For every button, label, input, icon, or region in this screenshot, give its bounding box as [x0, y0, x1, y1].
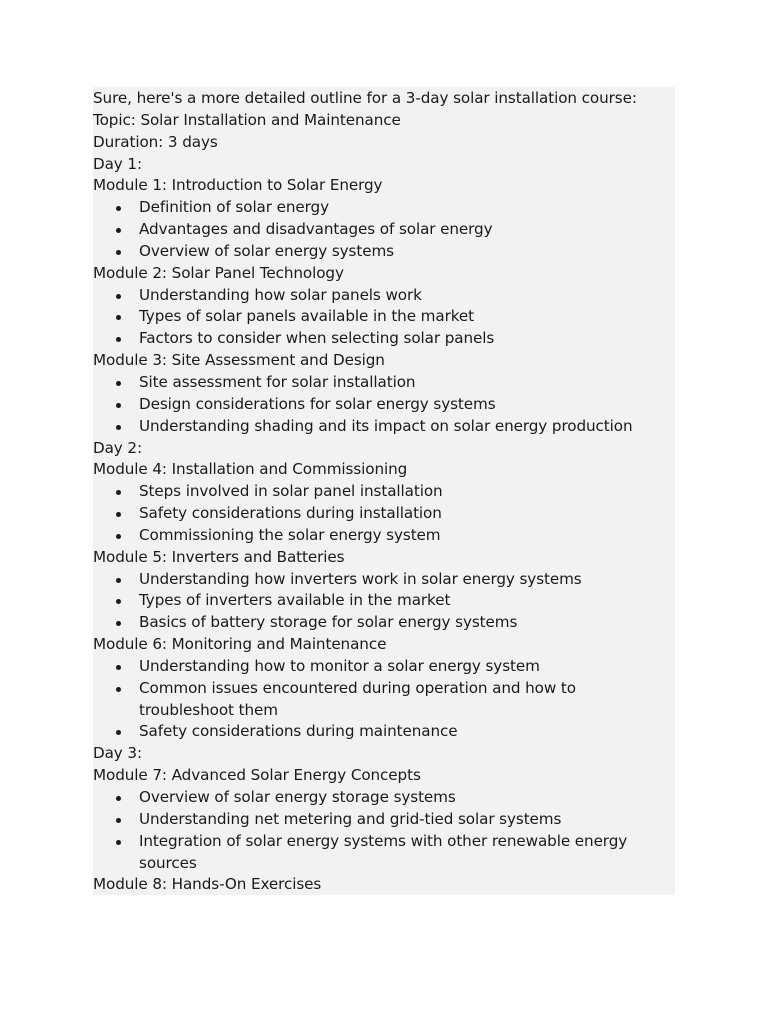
list-item-text: Definition of solar energy — [139, 198, 329, 217]
module-heading: Module 7: Advanced Solar Energy Concepts — [93, 766, 421, 785]
list-item — [93, 656, 675, 678]
module-heading: Module 5: Inverters and Batteries — [93, 547, 345, 566]
list-item — [93, 416, 675, 438]
list-item-text: Safety considerations during maintenance — [139, 722, 458, 741]
list-item — [93, 612, 675, 634]
bullet-icon — [116, 294, 121, 299]
list-item — [93, 219, 675, 241]
list-item — [93, 394, 675, 416]
list-item-text: Understanding how to monitor a solar energy system — [139, 656, 540, 675]
module-topic-list — [93, 481, 675, 547]
bullet-icon — [116, 490, 121, 495]
bullet-icon — [116, 512, 121, 517]
list-item — [93, 285, 675, 307]
list-item — [93, 831, 675, 875]
module-heading: Module 2: Solar Panel Technology — [93, 263, 344, 282]
list-item-text: Common issues encountered during operation and how to troubleshoot them — [139, 678, 576, 719]
list-item-text: Types of inverters available in the market — [139, 591, 451, 610]
module-topic-list — [93, 569, 675, 635]
list-item-text: Commissioning the solar energy system — [139, 525, 441, 544]
day-heading: Day 1: — [93, 154, 142, 173]
list-item — [93, 328, 675, 350]
list-item-text: Understanding net metering and grid-tied solar systems — [139, 809, 562, 828]
topic-text: Topic: Solar Installation and Maintenance — [93, 110, 401, 129]
bullet-icon — [116, 381, 121, 386]
duration-text: Duration: 3 days — [93, 132, 218, 151]
day-heading: Day 2: — [93, 438, 142, 457]
list-item-text: Design considerations for solar energy systems — [139, 394, 496, 413]
list-item — [93, 503, 675, 525]
day-heading: Day 3: — [93, 744, 142, 763]
list-item — [93, 197, 675, 219]
bullet-icon — [116, 250, 121, 255]
bullet-icon — [116, 206, 121, 211]
bullet-icon — [116, 403, 121, 408]
module-heading: Module 4: Installation and Commissioning — [93, 460, 408, 479]
module-heading: Module 6: Monitoring and Maintenance — [93, 635, 387, 654]
list-item — [93, 787, 675, 809]
days-container — [93, 154, 675, 897]
list-item-text: Advantages and disadvantages of solar energy — [139, 220, 493, 239]
bullet-icon — [116, 599, 121, 604]
list-item-text: Steps involved in solar panel installation — [139, 482, 443, 501]
list-item — [93, 481, 675, 503]
bullet-icon — [116, 228, 121, 233]
list-item — [93, 590, 675, 612]
bullet-icon — [116, 315, 121, 320]
intro-text: Sure, here's a more detailed outline for a 3-day solar installation course: — [93, 89, 637, 107]
list-item — [93, 678, 675, 722]
bullet-icon — [116, 425, 121, 430]
module-topic-list — [93, 372, 675, 438]
list-item — [93, 809, 675, 831]
list-item-text: Overview of solar energy storage systems — [139, 788, 456, 806]
list-item-text: Integration of solar energy systems with other renewable energy sources — [139, 831, 628, 872]
module-heading: Module 8: Hands-On Exercises — [93, 875, 322, 894]
list-item — [93, 569, 675, 591]
list-item-text: Understanding how solar panels work — [139, 285, 422, 304]
bullet-icon — [116, 840, 121, 845]
bullet-icon — [116, 337, 121, 342]
list-item — [93, 306, 675, 328]
list-item-text: Understanding shading and its impact on solar energy production — [139, 416, 633, 435]
list-item-text: Factors to consider when selecting solar panels — [139, 329, 495, 348]
bullet-icon — [116, 818, 121, 823]
list-item-text: Types of solar panels available in the market — [139, 307, 474, 326]
document-body — [93, 88, 675, 896]
module-heading: Module 3: Site Assessment and Design — [93, 351, 385, 370]
list-item-text: Overview of solar energy systems — [139, 241, 394, 260]
module-topic-list — [93, 197, 675, 263]
bullet-icon — [116, 621, 121, 626]
list-item-text: Site assessment for solar installation — [139, 372, 416, 391]
bullet-icon — [116, 665, 121, 670]
bullet-icon — [116, 578, 121, 583]
bullet-icon — [116, 687, 121, 692]
bullet-icon — [116, 534, 121, 539]
list-item — [93, 372, 675, 394]
bullet-icon — [116, 796, 121, 801]
module-topic-list — [93, 285, 675, 351]
list-item-text: Basics of battery storage for solar energy systems — [139, 613, 518, 632]
list-item — [93, 721, 675, 743]
module-topic-list — [93, 656, 675, 743]
list-item — [93, 241, 675, 263]
module-heading: Module 1: Introduction to Solar Energy — [93, 176, 383, 195]
list-item — [93, 525, 675, 547]
list-item-text: Understanding how inverters work in solar energy systems — [139, 569, 582, 588]
module-topic-list — [93, 787, 675, 874]
list-item-text: Safety considerations during installation — [139, 504, 442, 523]
bullet-icon — [116, 730, 121, 735]
